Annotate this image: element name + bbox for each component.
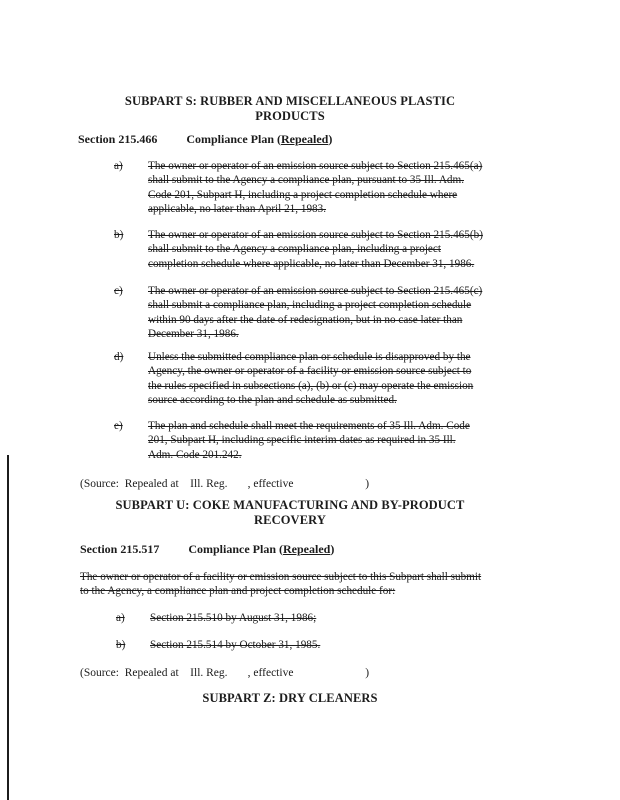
section-title-close: ) <box>330 542 335 556</box>
section-title-close: ) <box>328 132 333 146</box>
section-title-text: Compliance Plan ( <box>188 542 284 556</box>
subsection-label: a) <box>114 160 123 172</box>
subsection-text <box>148 159 482 217</box>
text-line: Agency, the owner or operator of a facility or emission source subject to <box>148 365 472 378</box>
text-line: Section 215.510 by August 31, 1986; <box>150 612 317 624</box>
subpart-s-heading-line2: PRODUCTS <box>255 109 325 123</box>
margin-revision-bar <box>7 455 9 800</box>
subpart-s-heading <box>60 94 520 124</box>
section-number: Section 215.466 <box>78 132 158 146</box>
text-line: applicable, no later than April 21, 1983. <box>148 203 327 216</box>
subpart-z-heading: SUBPART Z: DRY CLEANERS <box>202 691 378 705</box>
text-line: The owner or operator of an emission source subject to Section 215.465(c) <box>148 285 483 297</box>
text-line: source according to the plan and schedule as submitted. <box>148 394 397 407</box>
source-note-s: (Source: Repealed at Ill. Reg. , effective ) <box>80 478 370 490</box>
subsection-text <box>150 638 320 652</box>
subsection-text <box>150 611 316 625</box>
subpart-s-heading-line1: SUBPART S: RUBBER AND MISCELLANEOUS PLASTIC <box>124 94 456 108</box>
text-line: shall submit to the Agency a compliance plan, including a project <box>148 243 441 256</box>
subsection-b <box>114 228 524 274</box>
section-title <box>188 542 334 556</box>
text-line: shall submit to the Agency a compliance plan, pursuant to 35 Ill. Adm. <box>148 174 464 187</box>
text-line: The owner or operator of an emission source subject to Section 215.465(b) <box>148 229 483 241</box>
text-line: within 90 days after the date of redesignation, but in no case later than <box>148 313 463 326</box>
subpart-u-intro <box>80 570 520 599</box>
text-line: 201, Subpart H, including specific interim dates as required in 35 Ill. <box>148 434 456 447</box>
section-215-517-heading <box>80 542 480 557</box>
subsection-c <box>114 284 524 344</box>
subsection-text <box>148 350 473 408</box>
subsection-d <box>114 350 524 410</box>
subsection-a <box>114 159 524 219</box>
text-line: the rules specified in subsections (a), (b) or (c) may operate the emission <box>148 379 474 392</box>
section-number: Section 215.517 <box>80 542 160 556</box>
text-line: completion schedule where applicable, no later than December 31, 1986. <box>148 257 475 270</box>
subsection-label: d) <box>114 351 124 363</box>
subsection-text <box>148 284 482 342</box>
subsection-e <box>114 419 524 465</box>
subpart-u-heading-line1: SUBPART U: COKE MANUFACTURING AND BY-PRODUCT <box>115 498 465 512</box>
subpart-u-subsection-a <box>116 611 516 627</box>
text-line: to the Agency, a compliance plan and project completion schedule for: <box>80 585 396 598</box>
subsection-label: b) <box>114 229 124 241</box>
text-line: Unless the submitted compliance plan or schedule is disapproved by the <box>148 351 471 363</box>
subsection-label: b) <box>116 639 126 651</box>
text-line: Code 201, Subpart H, including a project completion schedule where <box>148 188 458 201</box>
subsection-label: e) <box>114 420 123 432</box>
section-title <box>186 132 332 146</box>
text-line: December 31, 1986. <box>148 328 239 341</box>
text-line: Section 215.514 by October 31, 1985. <box>150 639 321 651</box>
text-line: Adm. Code 201.242. <box>148 448 242 461</box>
section-215-466-heading <box>78 132 478 147</box>
subpart-u-heading-line2: RECOVERY <box>254 513 326 527</box>
subpart-u-subsection-b <box>116 638 516 654</box>
text-line: The owner or operator of an emission source subject to Section 215.465(a) <box>148 160 483 172</box>
subsection-text <box>148 419 470 462</box>
text-line: shall submit a compliance plan, including a project completion schedule <box>148 299 472 312</box>
source-note-u: (Source: Repealed at Ill. Reg. , effective ) <box>80 667 370 679</box>
text-line: The owner or operator of a facility or emission source subject to this Subpart shall submit <box>80 571 482 583</box>
subsection-label: c) <box>114 285 123 297</box>
subsection-label: a) <box>116 612 125 624</box>
section-title-text: Compliance Plan ( <box>186 132 282 146</box>
text-line: The plan and schedule shall meet the requirements of 35 Ill. Adm. Code <box>148 420 470 432</box>
subpart-u-heading <box>60 498 520 528</box>
section-status: Repealed <box>281 132 329 146</box>
subsection-text <box>148 228 483 271</box>
section-status: Repealed <box>283 542 331 556</box>
